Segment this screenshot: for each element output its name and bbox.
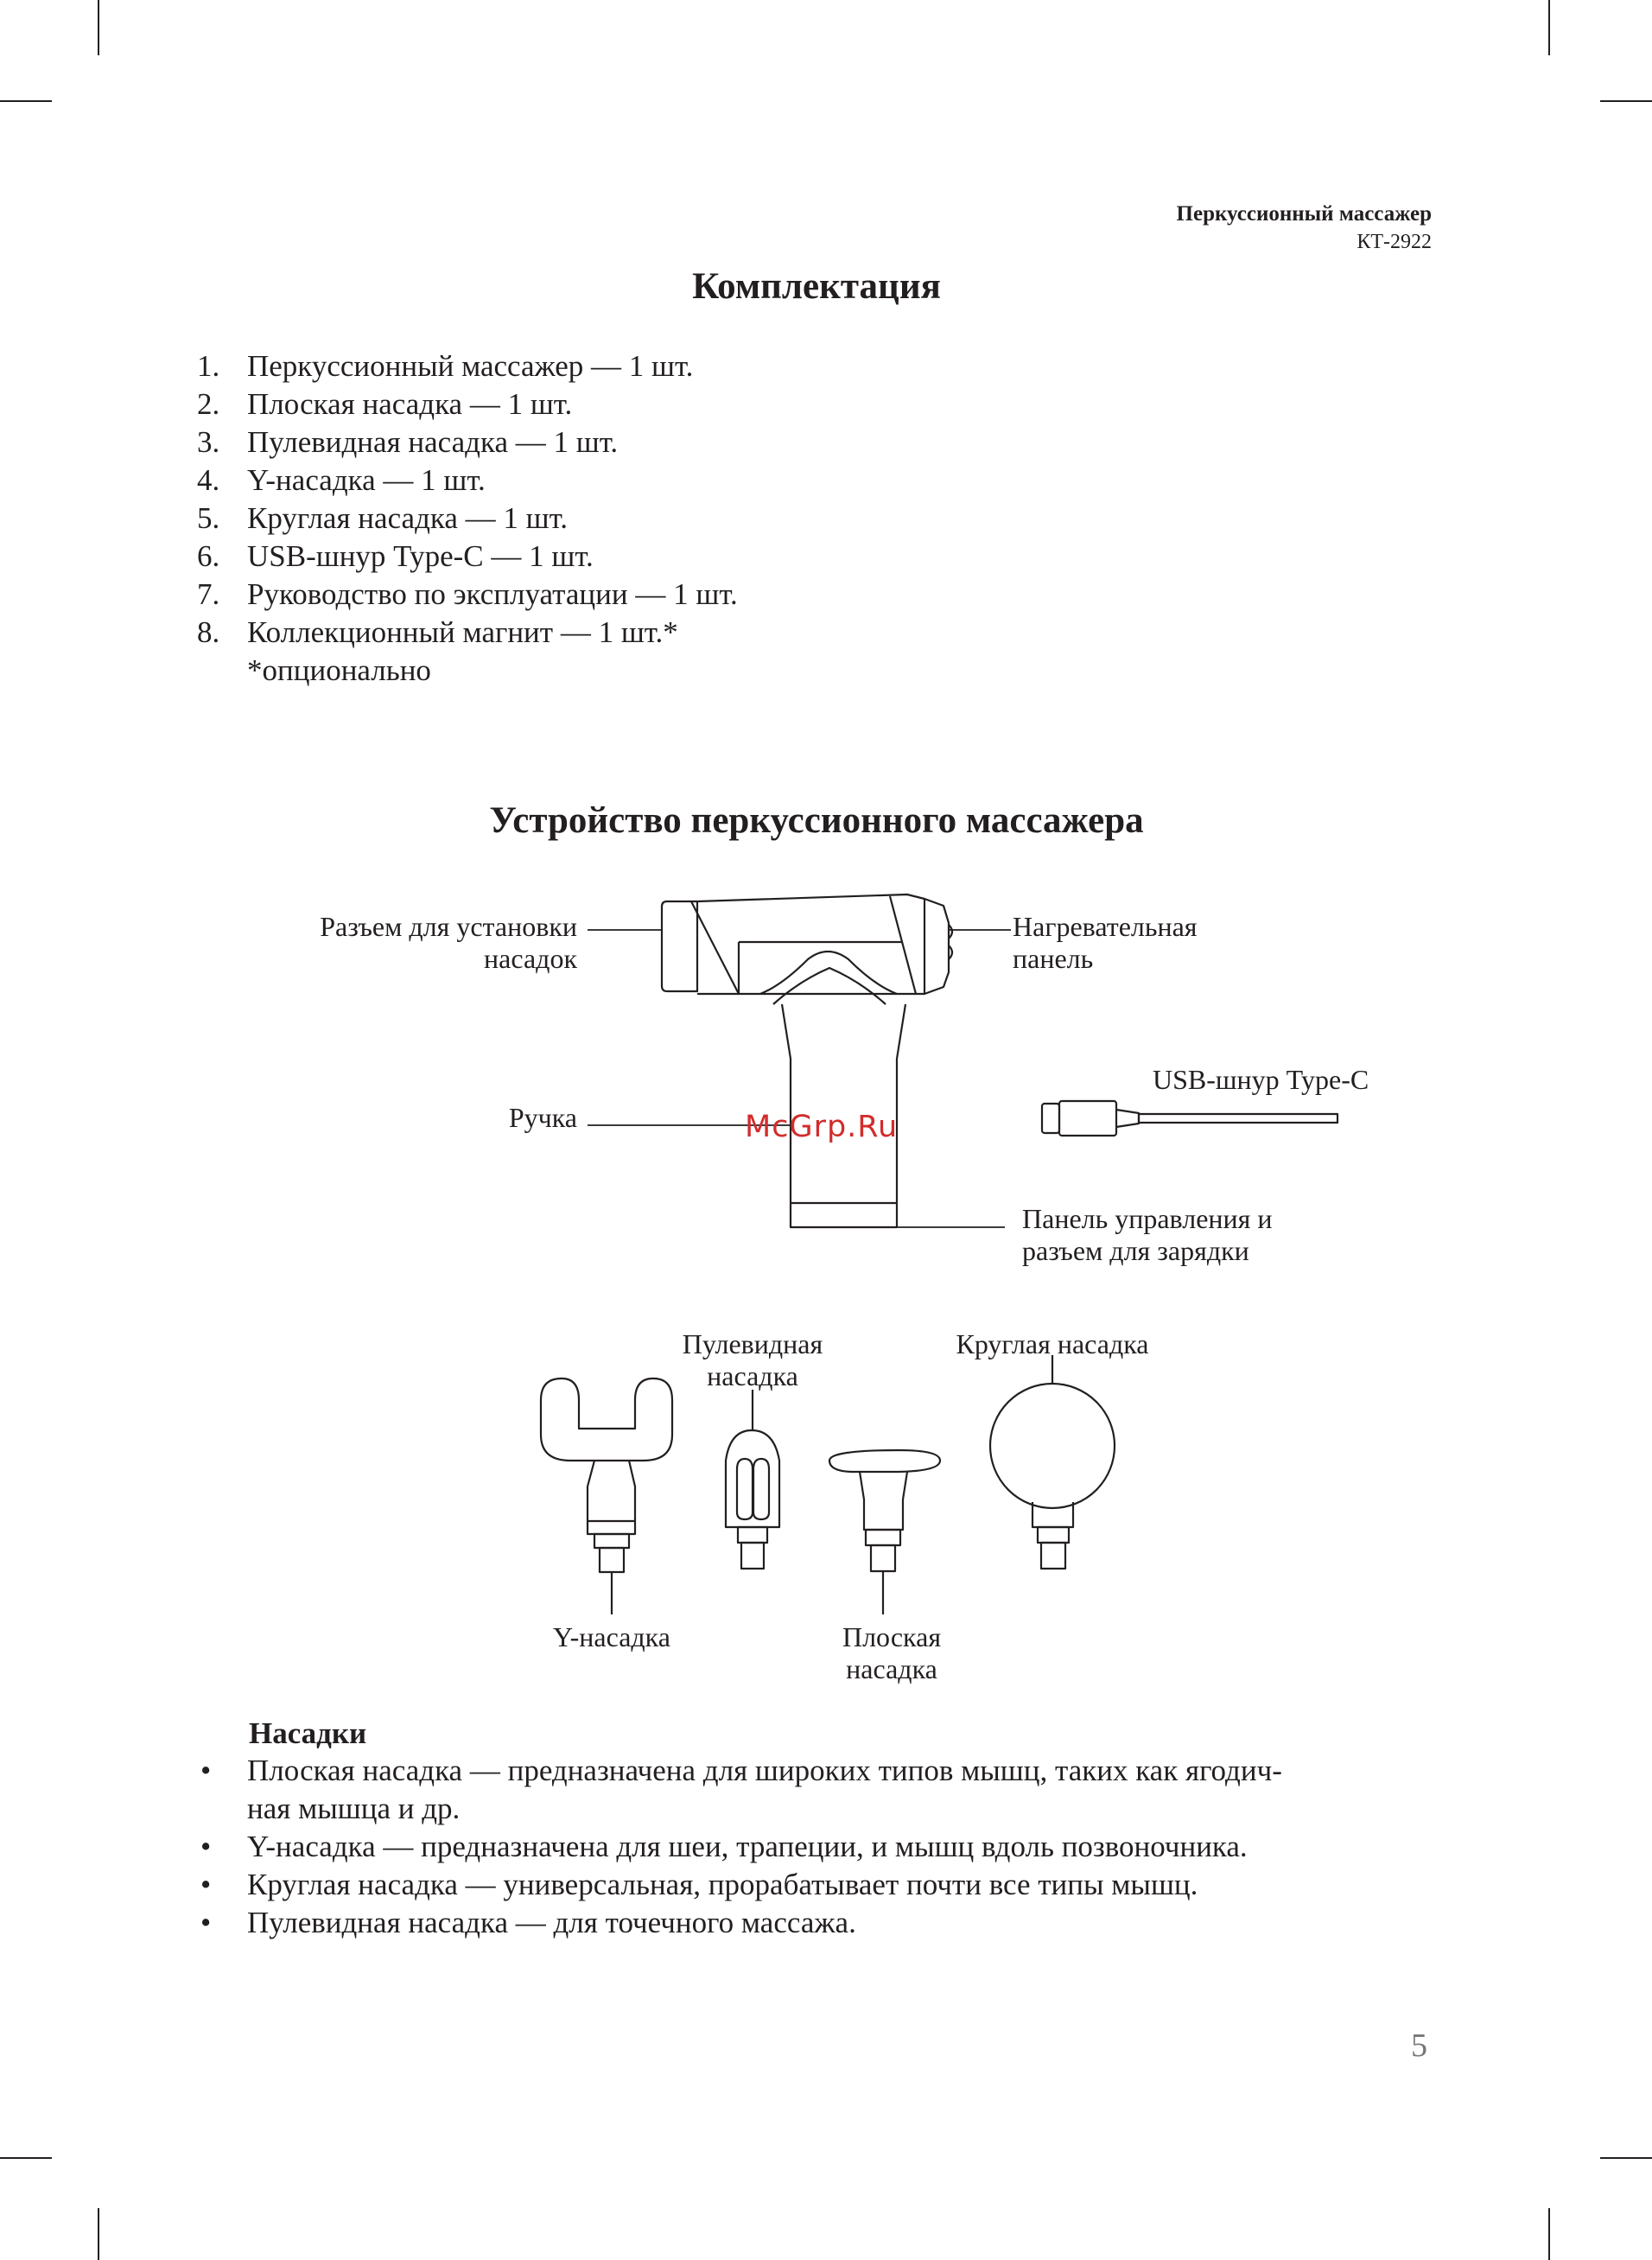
label-round-attachment: Круглая насадка xyxy=(956,1328,1149,1359)
item-number: 5. xyxy=(197,501,220,535)
label-heating-line1: Нагревательная xyxy=(1013,911,1198,942)
item-text: Пулевидная насадка — для точечного массажа. xyxy=(247,1906,856,1939)
massager-neck-inner xyxy=(773,968,886,1004)
item-text: Y-насадка — предназначена для шеи, трапеции, и мышц вдоль позвоночника. xyxy=(247,1830,1248,1863)
label-flat-line1: Плоская xyxy=(842,1621,942,1652)
section-title-attachments: Насадки xyxy=(249,1716,367,1750)
label-usb-cable: USB-шнур Type-C xyxy=(1153,1064,1369,1095)
list-item xyxy=(197,1904,1441,1942)
item-number: 3. xyxy=(197,425,220,459)
bullet-dot: • xyxy=(200,1830,212,1863)
label-bullet-attachment xyxy=(666,1328,839,1392)
item-number: 8. xyxy=(197,615,220,649)
section-title-contents: Комплектация xyxy=(692,266,941,307)
label-heating-panel xyxy=(1013,911,1198,975)
label-flat-attachment xyxy=(805,1621,978,1685)
label-y-attachment: Y-насадка xyxy=(553,1621,670,1652)
bullet-dot: • xyxy=(200,1906,212,1939)
watermark: McGrp.Ru xyxy=(745,1110,899,1144)
massager-head-front xyxy=(662,901,697,991)
header-model: КТ-2922 xyxy=(1357,231,1432,253)
item-number: 6. xyxy=(197,539,220,573)
item-text: USB-шнур Type-C — 1 шт. xyxy=(247,539,594,573)
massager-front-slant xyxy=(691,901,739,994)
item-text: Руководство по эксплуатации — 1 шт. xyxy=(247,577,738,611)
list-item xyxy=(197,1752,1441,1828)
label-flat-line2: насадка xyxy=(846,1653,937,1684)
item-text: Коллекционный магнит — 1 шт.* xyxy=(247,615,678,649)
label-connector-line1: Разъем для установки xyxy=(320,911,577,942)
label-panel-line1: Панель управления и xyxy=(1022,1203,1273,1234)
massager-inner-line xyxy=(739,942,902,994)
item-number: 7. xyxy=(197,577,220,611)
item-text: Плоская насадка — предназначена для широких типов мышц, таких как ягодич- xyxy=(247,1754,1282,1787)
label-connector xyxy=(320,911,577,975)
page-number: 5 xyxy=(1411,2028,1427,2064)
list-item xyxy=(197,1828,1441,1866)
item-text: Y-насадка — 1 шт. xyxy=(247,463,486,497)
item-text: Пулевидная насадка — 1 шт. xyxy=(247,425,619,459)
massager-back-panel xyxy=(890,896,949,994)
bullet-dot: • xyxy=(200,1868,212,1901)
label-panel-line2: разъем для зарядки xyxy=(1022,1235,1249,1266)
label-bullet-line1: Пулевидная xyxy=(682,1328,823,1359)
round-attachment-illustration xyxy=(990,1355,1115,1569)
item-text: Перкуссионный массажер — 1 шт. xyxy=(247,349,694,383)
label-bullet-line2: насадка xyxy=(707,1360,798,1391)
label-heating-line2: панель xyxy=(1013,943,1094,974)
label-control-panel xyxy=(1022,1203,1272,1267)
y-attachment-illustration xyxy=(541,1378,672,1614)
header-product-title: Перкуссионный массажер xyxy=(1176,202,1432,226)
item-text: Круглая насадка — универсальная, прорабатывает почти все типы мышц. xyxy=(247,1868,1198,1901)
optional-note: *опционально xyxy=(247,653,431,687)
bullet-dot: • xyxy=(200,1754,212,1787)
list-item xyxy=(197,1866,1441,1904)
bullet-attachment-illustration xyxy=(726,1390,779,1569)
massager-illustration xyxy=(662,894,952,1227)
label-handle: Ручка xyxy=(508,1102,577,1133)
attachments-list xyxy=(197,1752,1441,1942)
item-text-cont: ная мышца и др. xyxy=(247,1792,461,1825)
massager-neck xyxy=(760,952,897,994)
item-text: Плоская насадка — 1 шт. xyxy=(247,387,573,421)
section-title-device: Устройство перкуссионного массажера xyxy=(489,800,1144,841)
item-number: 4. xyxy=(197,463,220,497)
flat-attachment-illustration xyxy=(829,1450,940,1614)
item-number: 1. xyxy=(197,349,220,383)
item-text: Круглая насадка — 1 шт. xyxy=(247,501,569,535)
usb-cable-illustration xyxy=(1042,1101,1337,1136)
item-number: 2. xyxy=(197,387,220,421)
label-connector-line2: насадок xyxy=(484,943,577,974)
